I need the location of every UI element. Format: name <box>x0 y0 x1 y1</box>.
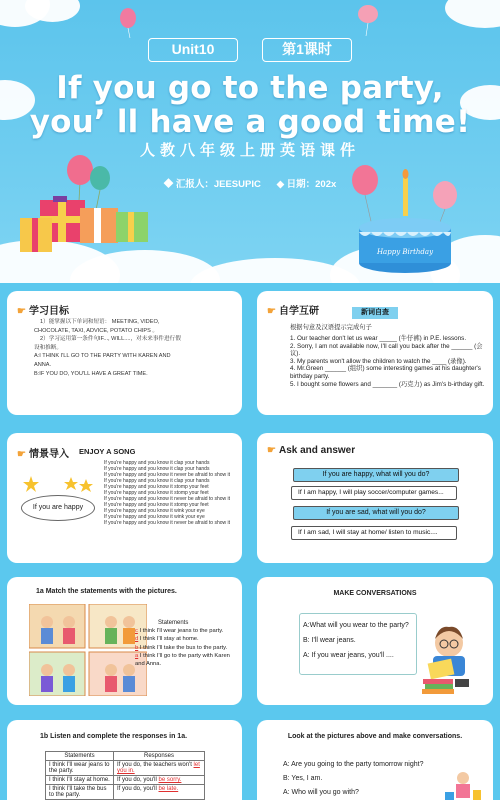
self-item: 4. Mr.Green ______ (组织) some interesting games at his daughter's birthday party. <box>290 365 481 380</box>
table-cell: If you do, you'll be sorry. <box>114 776 205 785</box>
statement-row <box>135 636 235 643</box>
self-item: 3. My parents won't allow the children to watch the ____ (录像). <box>290 357 467 365</box>
card-learning-goals <box>7 291 242 415</box>
answer-letter: d <box>135 636 139 643</box>
table-cell: I think I'll stay at home. <box>46 776 114 785</box>
hand-icon: ☛ <box>17 306 26 317</box>
table-cell: If you do, you'll be late. <box>114 785 205 800</box>
card-ask-answer <box>257 433 493 563</box>
speech-bubble: If you are happy <box>21 495 95 521</box>
lyrics <box>104 460 236 526</box>
statements-header: Statements <box>158 620 189 626</box>
main-title-line2: you’ ll have a good time! <box>29 104 471 140</box>
hand-icon: ☛ <box>267 445 276 456</box>
card-title: ☛ 情景导入 <box>17 449 69 460</box>
table-cell: I think I'll take the bus to the party. <box>46 785 114 800</box>
card-title: ☛ 学习目标 <box>17 306 69 317</box>
filled-answer: be late. <box>158 786 179 792</box>
table-cell: If you do, the teachers won't let you in. <box>114 761 205 776</box>
self-item: 2. Sorry, I am not available now, I'll call you back after the ______ (会议). <box>290 342 483 358</box>
look-line: A: Are you going to the party tomorrow night? <box>283 761 424 768</box>
conv-title: MAKE CONVERSATIONS <box>333 590 417 597</box>
lyric-line: If you're happy and you know it wink your eye <box>104 508 205 514</box>
balloons-illustration <box>118 4 388 38</box>
statement-text: I think I'll take the bus to the party. <box>139 644 228 651</box>
conv-line: A: If you wear jeans, you'll .... <box>303 652 394 659</box>
responses-table <box>45 751 205 800</box>
conv-line: A:What will you wear to the party? <box>303 622 409 629</box>
goal-line: B:IF YOU DO, YOU'LL HAVE A GREAT TIME. <box>34 370 148 377</box>
table-row <box>46 761 205 776</box>
goal-line: CHOCOLATE, TAXI, ADVICE, POTATO CHIPS 。 <box>34 327 159 334</box>
unit-label: Unit10 <box>148 38 238 62</box>
cloud <box>445 0 500 28</box>
look-line: B: Yes, I am. <box>283 775 323 782</box>
conv-lines <box>303 618 409 663</box>
reading-boy-illustration <box>419 623 483 695</box>
statements <box>135 628 235 668</box>
statement-text: I think I'll stay at home. <box>139 636 199 643</box>
table-header: Statements <box>46 752 114 761</box>
table-header-row <box>46 752 205 761</box>
table-row <box>46 776 205 785</box>
lyric-line: If you're happy and you know it never be afraid to show it <box>104 520 231 526</box>
card-1a <box>7 577 242 705</box>
conv-line: B: I'll wear jeans. <box>303 637 356 644</box>
look-title: Look at the pictures above and make conversations. <box>287 733 463 740</box>
date: ◆ 日期：202x <box>276 179 337 190</box>
self-instruction: 根据句意及汉语提示完成句子 <box>290 324 372 331</box>
card-song <box>7 433 242 563</box>
card-1a-title: 1a Match the statements with the pictures. <box>36 588 177 595</box>
card-1b <box>7 720 242 800</box>
answer-letter: b <box>135 644 139 651</box>
lyric-line: If you're happy and you know it clap your hands <box>104 460 210 466</box>
hand-icon: ☛ <box>17 449 26 460</box>
cake-illustration <box>345 150 470 280</box>
party-girl-illustration <box>443 770 483 800</box>
card-1b-title: 1b Listen and complete the responses in 1a. <box>40 733 188 740</box>
question-box: If you are happy, what will you do? <box>293 468 459 482</box>
cake-text: Happy Birthday <box>376 248 434 256</box>
table-row <box>46 785 205 800</box>
answer-box: If I am sad, I will stay at home/ listen to music.... <box>291 526 457 540</box>
answer-letter: c <box>135 628 138 634</box>
statement-text: I think I'll wear jeans to the party. <box>139 628 224 634</box>
answer-box: If I am happy, I will play soccer/computer games... <box>291 486 457 500</box>
goals-text <box>34 318 235 378</box>
filled-answer: let you in. <box>117 762 200 774</box>
stars-icon <box>23 475 95 495</box>
lyric-line: If you're happy and you know it stomp your feet <box>104 484 209 490</box>
lyric-line: If you're happy and you know it wink your eye <box>104 514 205 520</box>
song-subtitle: ENJOY A SONG <box>79 447 136 456</box>
lyric-line: If you're happy and you know it clap your hands <box>104 466 210 472</box>
answer-letter: a <box>135 653 139 660</box>
filled-answer: be sorry. <box>158 777 182 783</box>
presenter: ◆ 汇报人：JEESUPIC <box>163 179 261 190</box>
table-cell: I think I'll wear jeans to the party. <box>46 761 114 776</box>
statement-row <box>135 645 235 652</box>
statement-text: I think I'll go to the party with Karen and Anna. <box>135 653 230 667</box>
goal-line: A:I THINK I'LL GO TO THE PARTY WITH KAREN AND <box>34 353 171 360</box>
statement-row <box>135 653 235 668</box>
question-box: If you are sad, what will you do? <box>293 506 459 520</box>
hand-icon: ☛ <box>267 306 276 317</box>
self-items <box>290 335 488 388</box>
new-words-badge: 新词自查 <box>352 307 398 319</box>
self-item: 1. Our teacher don't let us wear _____ (牛仔裤) in P.E. lessons. <box>290 335 467 342</box>
card-self-study <box>257 291 493 415</box>
card-look-pictures <box>257 720 493 800</box>
table-header: Responses <box>114 752 205 761</box>
lyric-line: If you're happy and you know it stomp your feet <box>104 502 209 508</box>
card-title: ☛ 自学互研 <box>267 306 319 317</box>
comic-pictures <box>29 604 147 696</box>
goal-line: 设和推断。 <box>34 344 62 351</box>
lyric-line: If you're happy and you know it never be afraid to show it <box>104 472 231 478</box>
lyric-line: If you're happy and you know it never be afraid to show it <box>104 496 231 502</box>
lesson-label: 第1课时 <box>262 38 352 62</box>
lyric-line: If you're happy and you know it clap your hands <box>104 478 210 484</box>
look-lines <box>283 758 423 800</box>
card-title: ☛ Ask and answer <box>267 445 356 456</box>
statement-row <box>135 628 235 635</box>
look-line: A: Who will you go with? <box>283 789 359 796</box>
card-conversations <box>257 577 493 705</box>
goal-line: 2）学习运用第一条件句IF..., WILL....，对未来事件进行假 <box>40 336 181 343</box>
lyric-line: If you're happy and you know it stomp your feet <box>104 490 209 496</box>
goal-line: ANNA. <box>34 361 52 368</box>
title-slide <box>0 0 500 283</box>
subtitle: 人教八年级上册英语课件 <box>139 142 360 159</box>
self-item: 5. I bought some flowers and _______ (巧克力) as Jim's b-irthday gift. <box>290 380 485 388</box>
main-title-line1: If you go to the party, <box>56 70 444 106</box>
gifts-illustration <box>18 150 158 255</box>
goal-line: 1）能掌握以下单词和短语： MEETING, VIDEO, <box>40 319 160 325</box>
